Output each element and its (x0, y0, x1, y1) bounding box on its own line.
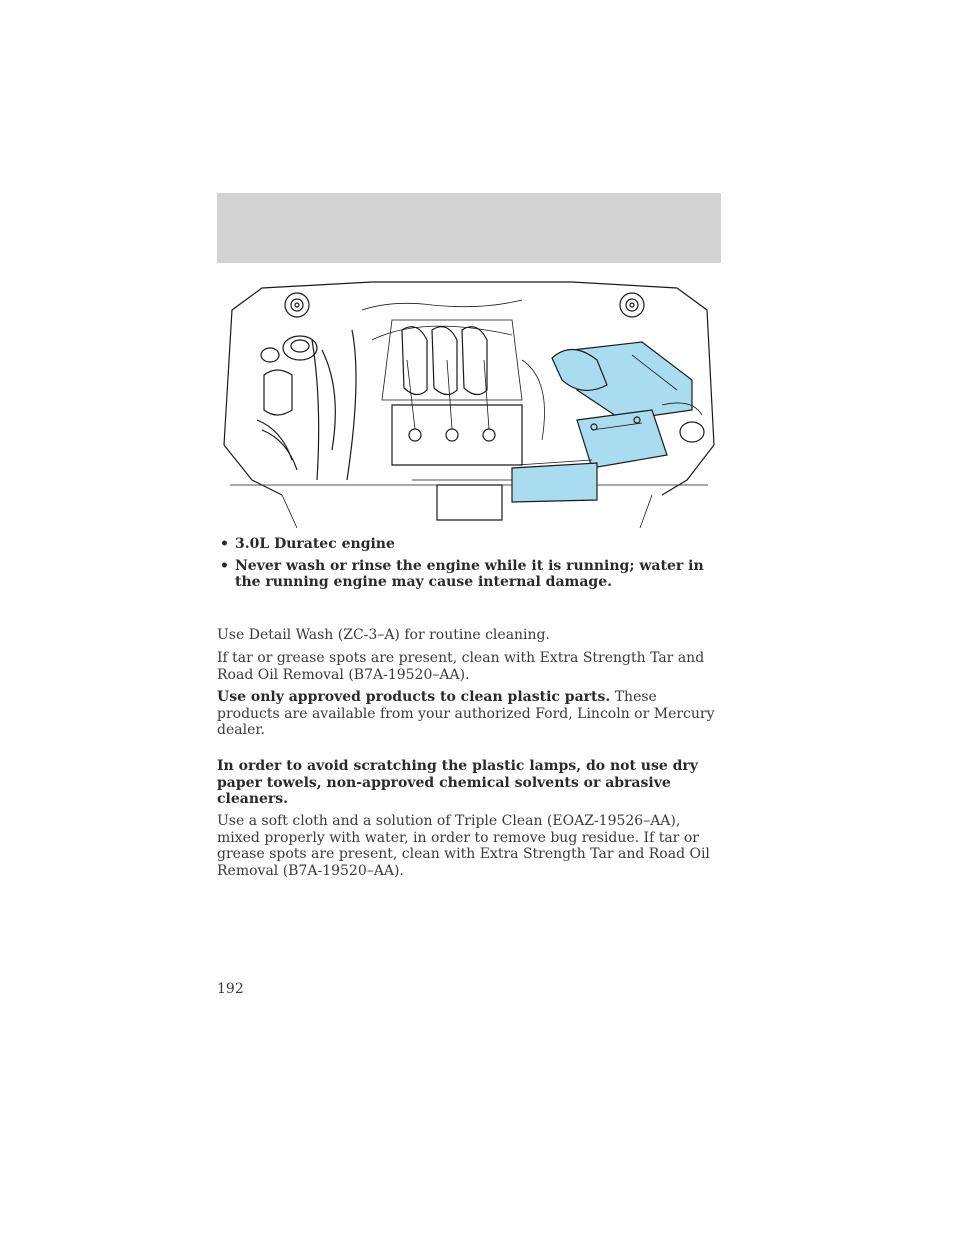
header-band (217, 193, 721, 263)
engine-compartment-illustration (222, 280, 716, 530)
paragraph-tar-grease: If tar or grease spots are present, clean with Extra Strength Tar and Road Oil Removal (B7A-19520–AA). (217, 650, 705, 683)
bullet-dot: • (220, 557, 229, 574)
bullet-list (217, 536, 721, 596)
paragraph-plastic-parts-rest: These products are available from your authorized Ford, Lincoln or Mercury dealer. (217, 689, 715, 738)
paragraph-plastic-parts (217, 689, 721, 739)
paragraph-plastic-parts-bold: Use only approved products to clean plastic parts. (217, 689, 611, 705)
bullet-text: 3.0L Duratec engine (235, 536, 395, 552)
bullet-item (217, 558, 721, 591)
bullet-text: Never wash or rinse the engine while it is running; water in the running engine may cause internal damage. (235, 557, 704, 590)
page-number: 192 (217, 981, 244, 997)
bullet-item (217, 536, 721, 553)
paragraph-bug-residue: Use a soft cloth and a solution of Triple Clean (EOAZ-19526–AA), mixed properly with water, in order to remove bug residue. If tar or grease spots are present, clean with Extra Strength Tar and Road Oil Removal (B7A-19520–AA). (217, 813, 710, 879)
paragraph-detail-wash: Use Detail Wash (ZC-3–A) for routine cleaning. (217, 627, 550, 643)
bullet-dot: • (220, 536, 229, 552)
warning-plastic-lamps: In order to avoid scratching the plastic lamps, do not use dry paper towels, non-approved chemical solvents or abrasive cleaners. (217, 758, 698, 807)
